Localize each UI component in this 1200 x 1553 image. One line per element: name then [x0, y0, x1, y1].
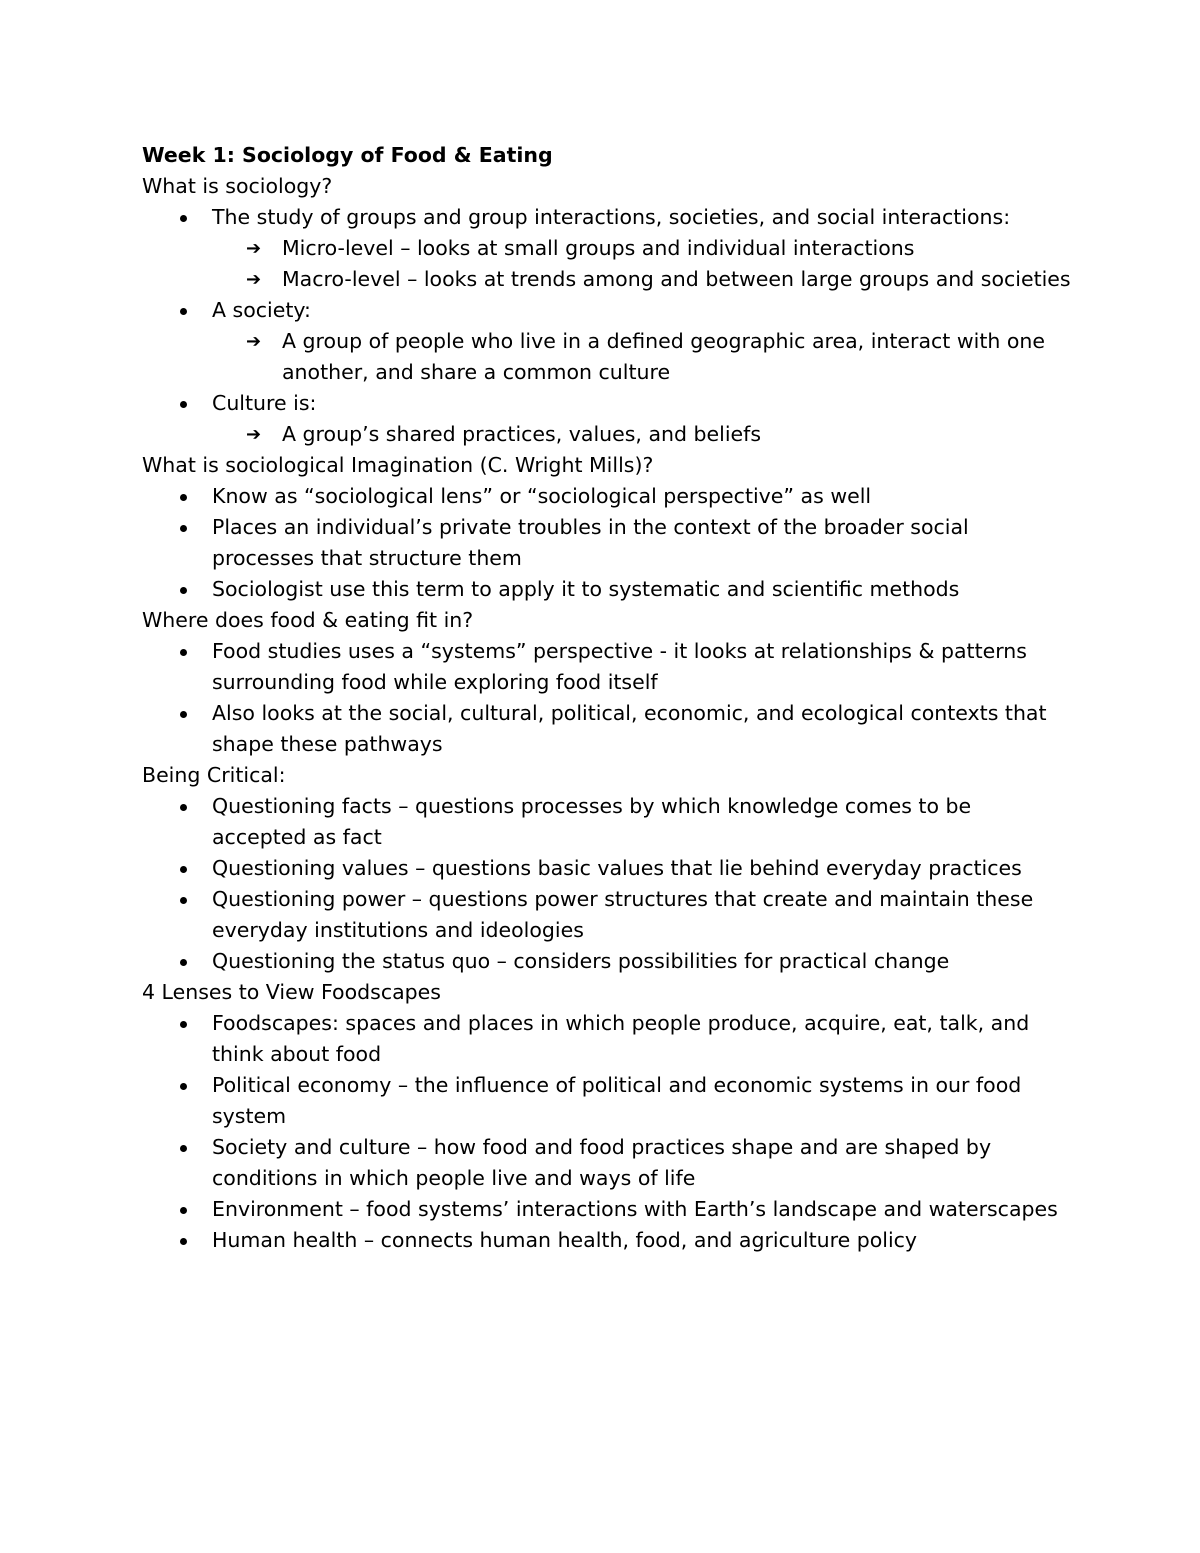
bullet-list: [142, 791, 1072, 977]
bullet-item: [142, 202, 1072, 295]
section: [142, 977, 1072, 1256]
bullet-dot-icon: [180, 308, 187, 315]
bullet-dot-icon: [180, 1083, 187, 1090]
sub-item: [212, 419, 1072, 450]
bullet-dot-icon: [180, 1238, 187, 1245]
bullet-text: Food studies uses a “systems” perspective - it looks at relationships & patterns surrounding food while exploring food itself: [212, 639, 1027, 694]
bullet-dot-icon: [180, 1207, 187, 1214]
arrow-right-icon: ➔: [246, 331, 262, 352]
sub-item-text: Micro-level – looks at small groups and individual interactions: [282, 236, 915, 260]
bullet-list: [142, 1008, 1072, 1256]
bullet-item: [142, 884, 1072, 946]
bullet-text: Human health – connects human health, food, and agriculture policy: [212, 1228, 918, 1252]
bullet-text: Questioning the status quo – considers possibilities for practical change: [212, 949, 950, 973]
bullet-dot-icon: [180, 215, 187, 222]
bullet-text: Places an individual’s private troubles in the context of the broader social processes that structure them: [212, 515, 969, 570]
sub-item-text: Macro-level – looks at trends among and between large groups and societies: [282, 267, 1071, 291]
bullet-text: Know as “sociological lens” or “sociological perspective” as well: [212, 484, 872, 508]
bullet-text: A society:: [212, 298, 311, 322]
bullet-text: Political economy – the influence of political and economic systems in our food system: [212, 1073, 1022, 1128]
bullet-dot-icon: [180, 866, 187, 873]
bullet-text: Questioning values – questions basic values that lie behind everyday practices: [212, 856, 1022, 880]
bullet-item: [142, 1225, 1072, 1256]
bullet-dot-icon: [180, 711, 187, 718]
bullet-text: The study of groups and group interactions, societies, and social interactions:: [212, 205, 1011, 229]
bullet-dot-icon: [180, 401, 187, 408]
sub-item: [212, 326, 1072, 388]
bullet-dot-icon: [180, 804, 187, 811]
bullet-dot-icon: [180, 1021, 187, 1028]
bullet-text: Foodscapes: spaces and places in which people produce, acquire, eat, talk, and think about food: [212, 1011, 1030, 1066]
document-title: Week 1: Sociology of Food & Eating: [142, 143, 553, 167]
bullet-dot-icon: [180, 1145, 187, 1152]
bullet-text: Questioning facts – questions processes by which knowledge comes to be accepted as fact: [212, 794, 972, 849]
section-heading: What is sociology?: [142, 174, 333, 198]
bullet-item: [142, 853, 1072, 884]
arrow-right-icon: ➔: [246, 424, 262, 445]
bullet-item: [142, 698, 1072, 760]
arrow-right-icon: ➔: [246, 238, 262, 259]
bullet-text: Environment – food systems’ interactions with Earth’s landscape and waterscapes: [212, 1197, 1058, 1221]
bullet-dot-icon: [180, 897, 187, 904]
bullet-text: Sociologist use this term to apply it to systematic and scientific methods: [212, 577, 960, 601]
bullet-dot-icon: [180, 494, 187, 501]
section: [142, 760, 1072, 977]
sections-container: [142, 171, 1072, 1256]
section: [142, 605, 1072, 760]
bullet-list: [142, 481, 1072, 605]
sub-item-text: A group of people who live in a defined geographic area, interact with one another, and share a common culture: [282, 329, 1046, 384]
bullet-text: Society and culture – how food and food practices shape and are shaped by conditions in which people live and ways of life: [212, 1135, 992, 1190]
bullet-item: [142, 791, 1072, 853]
bullet-item: [142, 295, 1072, 388]
sub-item-text: A group’s shared practices, values, and beliefs: [282, 422, 762, 446]
bullet-item: [142, 1070, 1072, 1132]
section-heading: Being Critical:: [142, 763, 286, 787]
bullet-item: [142, 481, 1072, 512]
bullet-text: Culture is:: [212, 391, 317, 415]
sub-list: [212, 419, 1072, 450]
bullet-text: Questioning power – questions power structures that create and maintain these everyday institutions and ideologies: [212, 887, 1034, 942]
section-heading: What is sociological Imagination (C. Wright Mills)?: [142, 453, 654, 477]
bullet-list: [142, 636, 1072, 760]
bullet-item: [142, 574, 1072, 605]
bullet-text: Also looks at the social, cultural, political, economic, and ecological contexts that shape these pathways: [212, 701, 1047, 756]
bullet-item: [142, 636, 1072, 698]
sub-item: [212, 264, 1072, 295]
sub-list: [212, 326, 1072, 388]
bullet-dot-icon: [180, 959, 187, 966]
sub-list: [212, 233, 1072, 295]
arrow-right-icon: ➔: [246, 269, 262, 290]
notes-content: [142, 140, 1072, 1256]
bullet-item: [142, 1194, 1072, 1225]
section: [142, 171, 1072, 450]
bullet-item: [142, 388, 1072, 450]
bullet-item: [142, 512, 1072, 574]
section: [142, 450, 1072, 605]
bullet-dot-icon: [180, 649, 187, 656]
bullet-item: [142, 1008, 1072, 1070]
bullet-item: [142, 946, 1072, 977]
bullet-list: [142, 202, 1072, 450]
section-heading: 4 Lenses to View Foodscapes: [142, 980, 441, 1004]
bullet-dot-icon: [180, 587, 187, 594]
bullet-item: [142, 1132, 1072, 1194]
section-heading: Where does food & eating fit in?: [142, 608, 474, 632]
sub-item: [212, 233, 1072, 264]
bullet-dot-icon: [180, 525, 187, 532]
